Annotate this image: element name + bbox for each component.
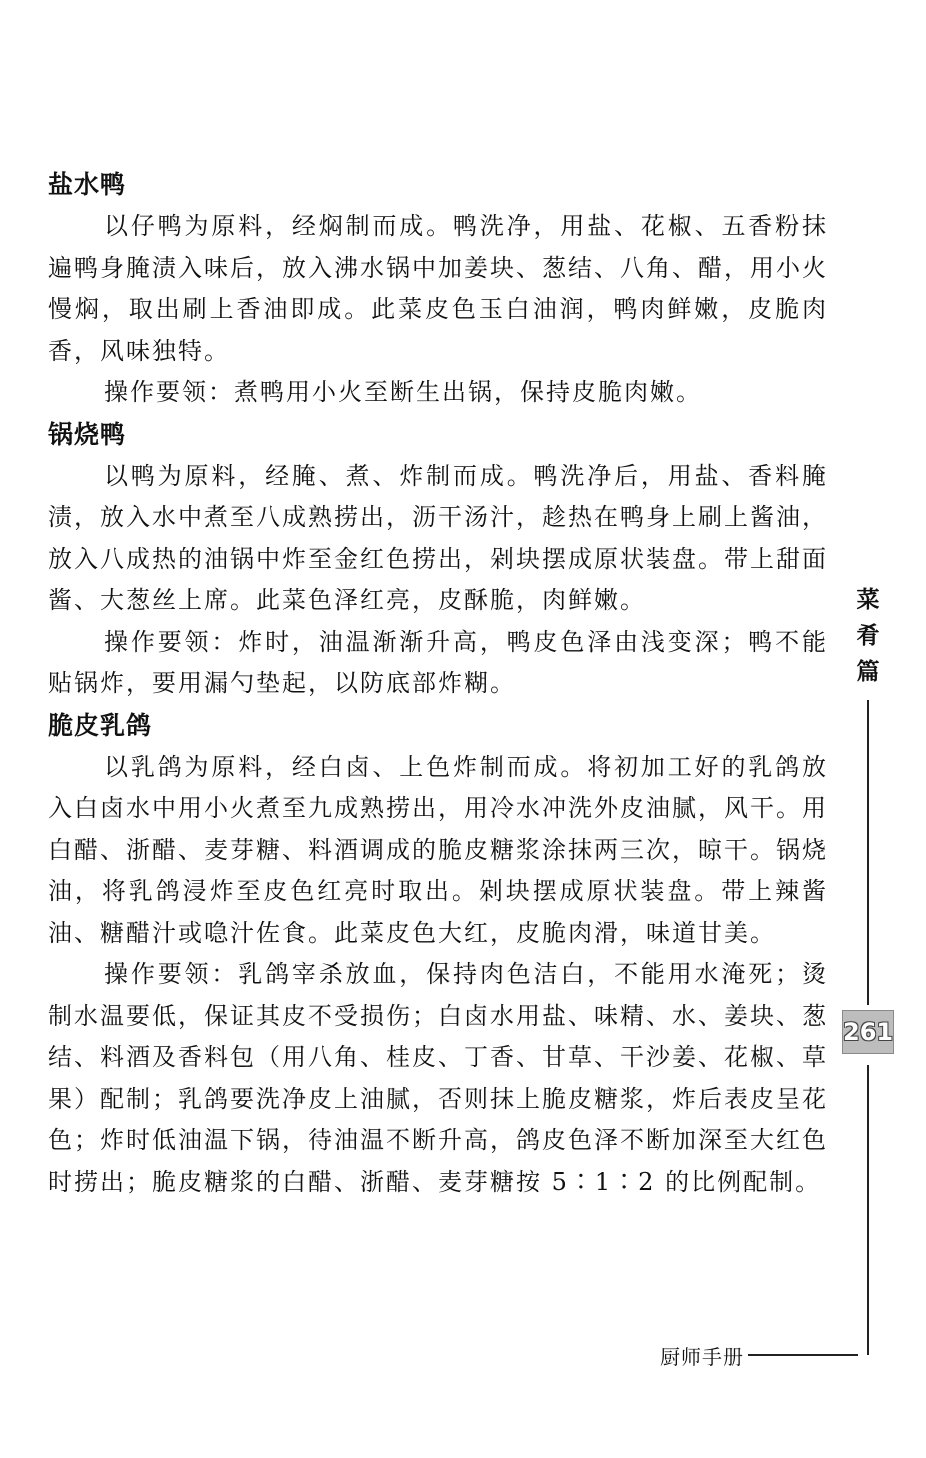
page-number: 261 (842, 1010, 894, 1054)
section-title: 锅烧鸭 (48, 419, 127, 449)
running-footer (660, 1340, 858, 1370)
chapter-tab-char: 菜 (856, 587, 880, 613)
chapter-tab-char: 篇 (856, 659, 880, 685)
section-title: 盐水鸭 (48, 170, 127, 199)
side-rule-bottom (867, 1065, 869, 1355)
page-content (48, 164, 828, 1203)
chapter-tab-char: 肴 (856, 623, 880, 649)
recipe-description: 以仔鸭为原料，经焖制而成。鸭洗净，用盐、花椒、五香粉抹遍鸭身腌渍入味后，放入沸水锅中加姜块、葱结、八角、醋，用小火慢焖，取出刷上香油即成。此菜皮色玉白油润，鸭肉鲜嫩，皮脆肉香，风味独特。 (48, 212, 828, 365)
operation-tips: 操作要领：炸时，油温渐渐升高，鸭皮色泽由浅变深；鸭不能贴锅炸，要用漏勺垫起，以防底部炸糊。 (48, 627, 828, 697)
recipe-section (48, 164, 828, 414)
book-title: 厨师手册 (660, 1344, 744, 1369)
recipe-description: 以乳鸽为原料，经白卤、上色炸制而成。将初加工好的乳鸽放入白卤水中用小火煮至九成熟捞出，用冷水冲洗外皮油腻，风干。用白醋、浙醋、麦芽糖、料酒调成的脆皮糖浆涂抹两三次，晾干。锅烧油，将乳鸽浸炸至皮色红亮时取出。剁块摆成原状装盘。带上辣酱油、糖醋汁或喼汁佐食。此菜皮色大红，皮脆肉滑，味道甘美。 (48, 752, 828, 947)
operation-tips: 操作要领：煮鸭用小火至断生出锅，保持皮脆肉嫩。 (104, 378, 702, 406)
section-title: 脆皮乳鸽 (48, 710, 153, 740)
recipe-section (48, 414, 828, 705)
chapter-side-tab (852, 582, 884, 690)
recipe-section (48, 705, 828, 1204)
footer-rule (748, 1354, 858, 1356)
side-rule-top (867, 700, 869, 1005)
recipe-description: 以鸭为原料，经腌、煮、炸制而成。鸭洗净后，用盐、香料腌渍，放入水中煮至八成熟捞出，沥干汤汁，趁热在鸭身上刷上酱油，放入八成热的油锅中炸至金红色捞出，剁块摆成原状装盘。带上甜面酱、大葱丝上席。此菜色泽红亮，皮酥脆，肉鲜嫩。 (48, 461, 828, 614)
operation-tips: 操作要领：乳鸽宰杀放血，保持肉色洁白，不能用水淹死；烫制水温要低，保证其皮不受损伤；白卤水用盐、味精、水、姜块、葱结、料酒及香料包（用八角、桂皮、丁香、甘草、干沙姜、花椒、草果）配制；乳鸽要洗净皮上油腻，否则抹上脆皮糖浆，炸后表皮呈花色；炸时低油温下锅，待油温不断升高，鸽皮色泽不断加深至大红色时捞出；脆皮糖浆的白醋、浙醋、麦芽糖按 5∶1∶2 的比例配制。 (48, 960, 828, 1196)
